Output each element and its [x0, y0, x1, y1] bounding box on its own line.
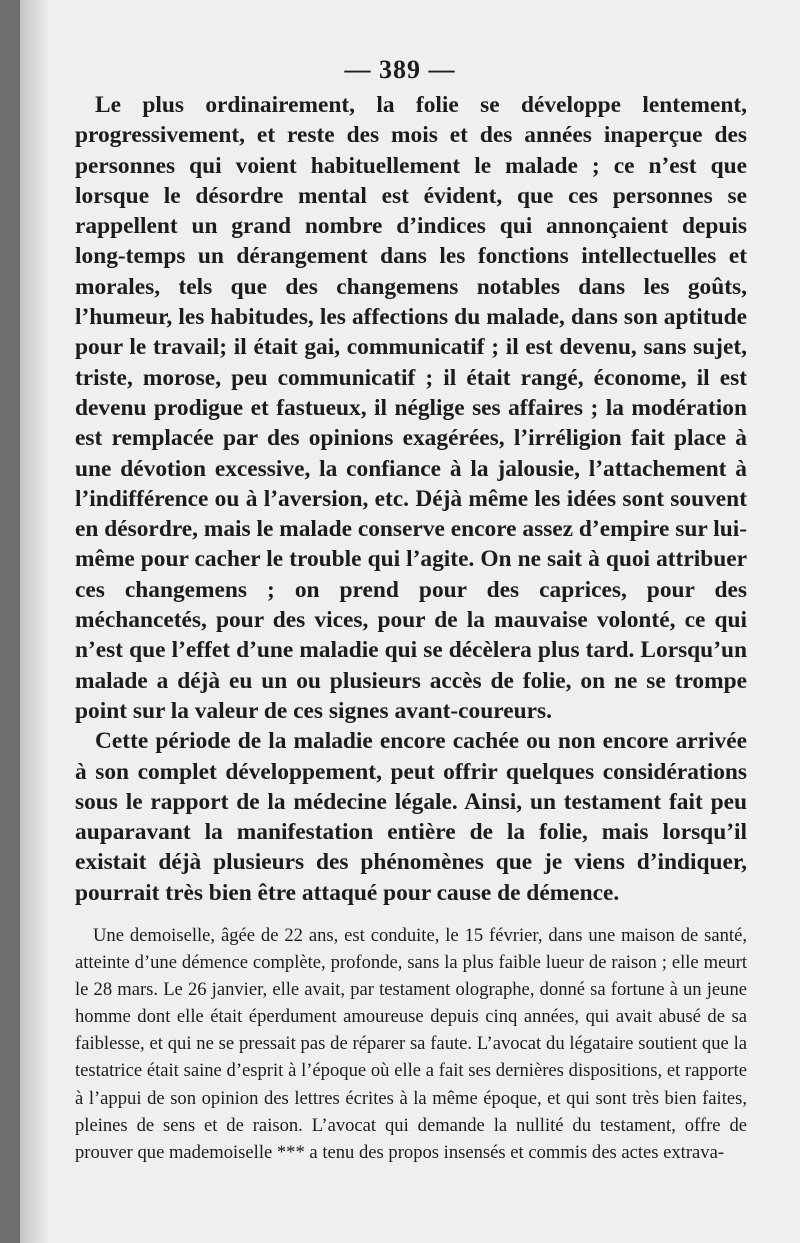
case-note — [75, 922, 747, 1166]
paragraph: Cette période de la maladie encore cachée ou non encore arrivée à son complet développement, peut offrir quelques considérations sous le rapport de la médecine légale. Ainsi, un testament fait peu auparavant la manifestation entière de la folie, mais lorsqu’il existait déjà plusieurs des phénomènes que je viens d’indiquer, pourrait très bien être attaqué pour cause de démence. — [75, 728, 747, 906]
main-text — [75, 90, 747, 908]
paragraph: Le plus ordinairement, la folie se développe lentement, progressivement, et reste des mois et des années inaperçue des personnes qui voient habituellement le malade ; ce n’est que lorsque le désordre mental est évident, que ces personnes se rappellent un grand nombre d’indices qui annonçaient depuis long-temps un dérangement dans les fonctions intellectuelles et morales, tels que des changemens notables dans les goûts, l’humeur, les habitudes, les affections du malade, dans son aptitude pour le travail; il était gai, communicatif ; il est devenu, sans sujet, triste, morose, peu communicatif ; il était rangé, économe, il est devenu prodigue et fastueux, il néglige ses affaires ; la modération est remplacée par des opinions exagérées, l’irréligion fait place à une dévotion excessive, la confiance à la jalousie, l’attachement à l’indifférence ou à l’aversion, etc. Déjà même les idées sont souvent en désordre, mais le malade conserve encore assez d’empire sur lui-même pour cacher le trouble qui l’agite. On ne sait à quoi attribuer ces changemens ; on prend pour des caprices, pour des méchancetés, pour des vices, pour de la mauvaise volonté, ce qui n’est que l’effet d’une maladie qui se décèlera plus tard. Lorsqu’un malade a déjà eu un ou plusieurs accès de folie, on ne se trompe point sur la valeur de ces signes avant-coureurs. — [75, 92, 747, 724]
book-page — [20, 0, 800, 1243]
note-paragraph: Une demoiselle, âgée de 22 ans, est conduite, le 15 février, dans une maison de santé, atteinte d’une démence complète, profonde, sans la plus faible lueur de raison ; elle meurt le 28 mars. Le 26 janvier, elle avait, par testament olographe, donné sa fortune à un jeune homme dont elle était éperdument amoureuse depuis cinq années, qui avait abusé de sa faiblesse, et qui ne se pressait pas de réparer sa faute. L’avocat du légataire soutient que la testatrice était saine d’esprit à l’époque où elle a fait ses dernières dispositions, et rapporte à l’appui de son opinion des lettres écrites à la même époque, et qui sont très bien faites, pleines de sens et de raison. L’avocat qui demande la nullité du testament, offre de prouver que mademoiselle *** a tenu des propos insensés et commis des actes extrava- — [75, 925, 747, 1163]
page-edge-shadow — [20, 0, 50, 1243]
page-number: — 389 — — [344, 55, 456, 84]
